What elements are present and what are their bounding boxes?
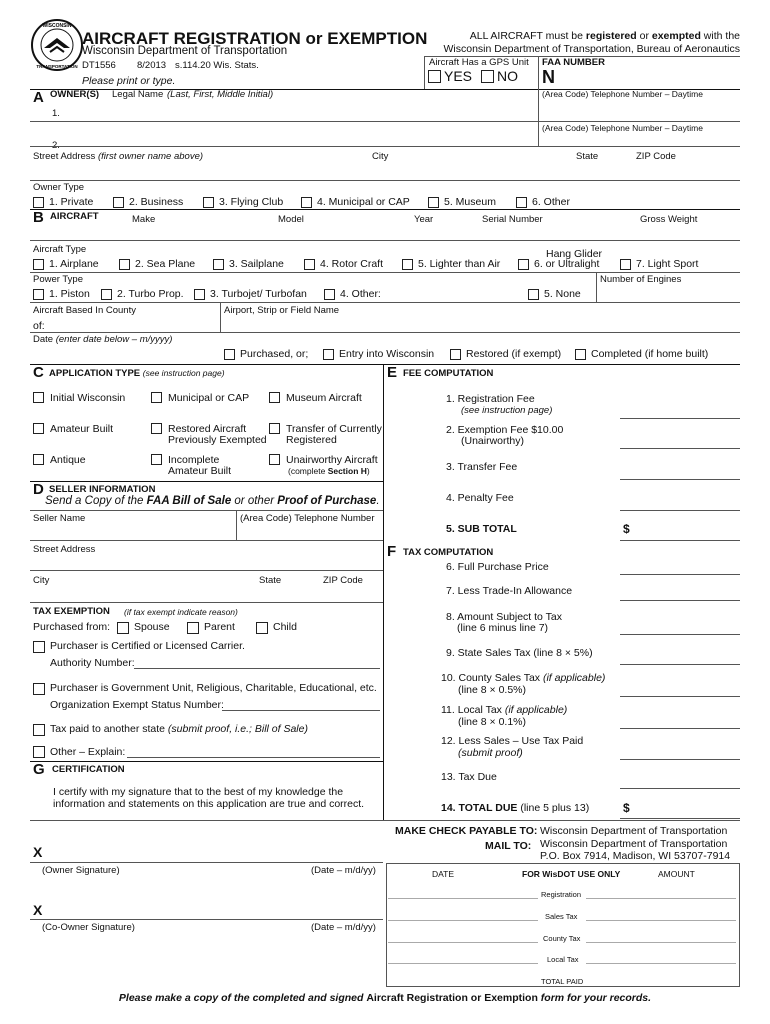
tax-line-13-field[interactable] bbox=[620, 788, 740, 789]
owner-line-1[interactable]: 1. bbox=[52, 108, 60, 119]
tax-total-dollar: $ bbox=[623, 801, 630, 815]
office-row-local-tax: Local Tax bbox=[547, 955, 579, 964]
other-explain-checkbox[interactable] bbox=[33, 746, 45, 758]
owner-city-label: City bbox=[372, 151, 389, 162]
power-other-checkbox[interactable] bbox=[324, 289, 335, 300]
power-type-label: Power Type bbox=[33, 274, 83, 285]
tax-exemption-hint: (if tax exempt indicate reason) bbox=[124, 607, 238, 617]
check-payable-value: Wisconsin Department of Transportation bbox=[540, 825, 728, 837]
owner-phone-label-1: (Area Code) Telephone Number – Daytime bbox=[542, 89, 703, 99]
aircraft-type-rotorcraft-checkbox[interactable] bbox=[304, 259, 315, 270]
owner-type-private: 1. Private bbox=[49, 196, 94, 208]
owner-date-label: (Date – m/d/yy) bbox=[311, 865, 376, 876]
parent-checkbox[interactable] bbox=[187, 622, 199, 634]
aircraft-weight-label: Gross Weight bbox=[640, 214, 698, 225]
tax-line-12-field[interactable] bbox=[620, 759, 740, 760]
form-date: 8/2013 bbox=[137, 60, 167, 71]
child-checkbox[interactable] bbox=[256, 622, 268, 634]
spouse-checkbox[interactable] bbox=[117, 622, 129, 634]
tax-line-8a: 8. Amount Subject to Tax bbox=[446, 611, 562, 623]
owner-type-business-checkbox[interactable] bbox=[113, 197, 124, 208]
power-none: 5. None bbox=[544, 288, 581, 300]
tax-line-13: 13. Tax Due bbox=[441, 771, 497, 783]
app-antique-checkbox[interactable] bbox=[33, 454, 44, 465]
carrier-label: Purchaser is Certified or Licensed Carrier. bbox=[50, 640, 245, 652]
airport-label: Airport, Strip or Field Name bbox=[224, 305, 340, 316]
app-museum-checkbox[interactable] bbox=[269, 392, 280, 403]
tax-line-11a: 11. Local Tax (if applicable) bbox=[441, 704, 568, 716]
date-entry-checkbox[interactable] bbox=[323, 349, 334, 360]
aircraft-type-seaplane-checkbox[interactable] bbox=[119, 259, 130, 270]
power-none-checkbox[interactable] bbox=[528, 289, 539, 300]
aircraft-serial-label: Serial Number bbox=[482, 214, 543, 225]
fee-subtotal: 5. SUB TOTAL bbox=[446, 523, 517, 535]
section-g-letter: G bbox=[33, 761, 45, 778]
owner-street-label: Street Address (first owner name above) bbox=[33, 151, 204, 162]
app-restored-2: Previously Exempted bbox=[168, 434, 267, 446]
owner-type-municipal: 4. Municipal or CAP bbox=[317, 196, 410, 208]
tax-line-6: 6. Full Purchase Price bbox=[446, 561, 549, 573]
county-of[interactable]: of: bbox=[33, 320, 45, 332]
government-checkbox[interactable] bbox=[33, 683, 45, 695]
office-row-total-paid: TOTAL PAID bbox=[541, 977, 584, 986]
owner-type-museum: 5. Museum bbox=[444, 196, 496, 208]
aircraft-type-ultralight: 6. or Ultralight bbox=[534, 258, 600, 270]
tax-line-10a: 10. County Sales Tax (if applicable) bbox=[441, 672, 606, 684]
tax-line-12a: 12. Less Sales – Use Tax Paid bbox=[441, 735, 584, 747]
child-label: Child bbox=[273, 621, 297, 633]
authority-field[interactable] bbox=[134, 668, 380, 669]
other-state-checkbox[interactable] bbox=[33, 724, 45, 736]
check-payable-label: MAKE CHECK PAYABLE TO: bbox=[395, 825, 538, 837]
app-municipal: Municipal or CAP bbox=[168, 392, 250, 404]
owner-type-flying-club-checkbox[interactable] bbox=[203, 197, 214, 208]
owner-type-other-checkbox[interactable] bbox=[516, 197, 527, 208]
certification-title: CERTIFICATION bbox=[52, 764, 125, 775]
owner-name-label: Legal Name bbox=[112, 89, 164, 100]
aircraft-date-label: Date (enter date below – m/yyyy) bbox=[33, 334, 173, 345]
fee-subtotal-field[interactable] bbox=[620, 540, 740, 541]
tax-line-14: 14. TOTAL DUE (line 5 plus 13) bbox=[441, 802, 590, 814]
aircraft-make-label: Make bbox=[132, 214, 156, 225]
section-e-letter: E bbox=[387, 364, 398, 381]
owner-name-hint: (Last, First, Middle Initial) bbox=[167, 89, 274, 100]
certification-text-1: I certify with my signature that to the best of my knowledge the bbox=[53, 786, 344, 798]
aircraft-type-ultralight-checkbox[interactable] bbox=[518, 259, 529, 270]
aircraft-type-label: Aircraft Type bbox=[33, 244, 87, 255]
power-turbojet-checkbox[interactable] bbox=[194, 289, 205, 300]
authority-label: Authority Number: bbox=[50, 657, 135, 669]
faa-number-label: FAA NUMBER bbox=[542, 57, 605, 68]
app-amateur-checkbox[interactable] bbox=[33, 423, 44, 434]
section-a-letter: A bbox=[33, 89, 44, 106]
aircraft-year-label: Year bbox=[414, 214, 434, 225]
tax-line-7-field[interactable] bbox=[620, 600, 740, 601]
aircraft-type-seaplane: 2. Sea Plane bbox=[135, 258, 196, 270]
tax-line-6-field[interactable] bbox=[620, 574, 740, 575]
other-state-label: Tax paid to another state (submit proof, i.e.; Bill of Sale) bbox=[50, 723, 308, 735]
parent-label: Parent bbox=[204, 621, 235, 633]
office-row-registration: Registration bbox=[541, 890, 582, 899]
seller-phone-label: (Area Code) Telephone Number bbox=[240, 513, 375, 524]
tax-line-8b: (line 6 minus line 7) bbox=[457, 622, 549, 634]
purchased-from-label: Purchased from: bbox=[33, 621, 111, 633]
statute: s.114.20 Wis. Stats. bbox=[175, 60, 259, 71]
owner-title: OWNER(S) bbox=[50, 89, 100, 100]
app-incomplete-checkbox[interactable] bbox=[151, 454, 162, 465]
gps-yes-checkbox[interactable] bbox=[428, 70, 441, 83]
app-unairworthy-checkbox[interactable] bbox=[269, 454, 280, 465]
date-completed: Completed (if home built) bbox=[591, 348, 709, 360]
notice-line-1: ALL AIRCRAFT must be registered or exempted with the bbox=[469, 30, 740, 42]
fee-penalty: 4. Penalty Fee bbox=[446, 492, 514, 504]
owner-signature-label: (Owner Signature) bbox=[42, 865, 120, 876]
fee-penalty-field[interactable] bbox=[620, 510, 740, 511]
aircraft-type-lighter: 5. Lighter than Air bbox=[418, 258, 501, 270]
tax-line-11b: (line 8 × 0.1%) bbox=[458, 716, 526, 728]
date-purchased: Purchased, or; bbox=[240, 348, 309, 360]
aircraft-title: AIRCRAFT bbox=[50, 211, 99, 222]
certification-text-2: information and statements on this application are true and correct. bbox=[53, 798, 365, 810]
fee-subtotal-dollar: $ bbox=[623, 522, 630, 536]
tax-line-9-field[interactable] bbox=[620, 664, 740, 665]
seller-title: SELLER INFORMATION bbox=[49, 484, 156, 495]
power-turboprop-checkbox[interactable] bbox=[101, 289, 112, 300]
fee-transfer: 3. Transfer Fee bbox=[446, 461, 518, 473]
county-label: Aircraft Based In County bbox=[33, 305, 136, 316]
gps-label: Aircraft Has a GPS Unit bbox=[429, 57, 529, 68]
government-label: Purchaser is Government Unit, Religious, Charitable, Educational, etc. bbox=[50, 682, 377, 694]
owner-zip-label: ZIP Code bbox=[636, 151, 676, 162]
seller-city-label: City bbox=[33, 575, 50, 586]
tax-total-field[interactable] bbox=[620, 818, 740, 819]
tax-line-10-field[interactable] bbox=[620, 696, 740, 697]
section-f-letter: F bbox=[387, 543, 397, 560]
print-note: Please print or type. bbox=[82, 75, 176, 87]
dot-seal bbox=[30, 18, 84, 72]
owner-type-museum-checkbox[interactable] bbox=[428, 197, 439, 208]
seller-zip-label: ZIP Code bbox=[323, 575, 363, 586]
co-owner-signature-label: (Co-Owner Signature) bbox=[42, 922, 135, 933]
aircraft-type-lighter-checkbox[interactable] bbox=[402, 259, 413, 270]
co-owner-signature-x: X bbox=[33, 902, 43, 918]
gps-no-label: NO bbox=[497, 68, 518, 84]
aircraft-type-airplane-checkbox[interactable] bbox=[33, 259, 44, 270]
power-turboprop: 2. Turbo Prop. bbox=[117, 288, 184, 300]
tax-line-7: 7. Less Trade-In Allowance bbox=[446, 585, 573, 597]
fee-registration-hint: (see instruction page) bbox=[461, 405, 553, 416]
fee-exemption-hint: (Unairworthy) bbox=[461, 435, 525, 447]
co-owner-signature-field[interactable] bbox=[30, 919, 383, 920]
fee-registration-field[interactable] bbox=[620, 418, 740, 419]
dept-name: Wisconsin Department of Transportation bbox=[82, 45, 288, 57]
app-initial-checkbox[interactable] bbox=[33, 392, 44, 403]
power-piston-checkbox[interactable] bbox=[33, 289, 44, 300]
fee-exemption-field[interactable] bbox=[620, 448, 740, 449]
seller-street-label: Street Address bbox=[33, 544, 96, 555]
app-antique: Antique bbox=[50, 454, 86, 466]
owner-phone-label-2: (Area Code) Telephone Number – Daytime bbox=[542, 123, 703, 133]
date-restored: Restored (if exempt) bbox=[466, 348, 562, 360]
date-restored-checkbox[interactable] bbox=[450, 349, 461, 360]
notice-line-2: Wisconsin Department of Transportation, Bureau of Aeronautics bbox=[443, 43, 740, 55]
engines-label: Number of Engines bbox=[600, 274, 682, 285]
app-amateur: Amateur Built bbox=[50, 423, 114, 435]
owner-signature-field[interactable] bbox=[30, 862, 383, 863]
office-use-box bbox=[386, 863, 740, 987]
owner-type-private-checkbox[interactable] bbox=[33, 197, 44, 208]
footer-note: Please make a copy of the completed and signed Aircraft Registration or Exemption form for your records. bbox=[118, 992, 652, 1004]
section-b-letter: B bbox=[33, 209, 44, 226]
app-incomplete-1: Incomplete bbox=[168, 454, 220, 466]
owner-state-label: State bbox=[576, 151, 599, 162]
app-museum: Museum Aircraft bbox=[286, 392, 362, 404]
app-restored-checkbox[interactable] bbox=[151, 423, 162, 434]
date-purchased-checkbox[interactable] bbox=[224, 349, 235, 360]
owner-type-business: 2. Business bbox=[129, 196, 184, 208]
owner-type-other: 6. Other bbox=[532, 196, 570, 208]
app-transfer-2: Registered bbox=[286, 434, 337, 446]
tax-line-8-field[interactable] bbox=[620, 634, 740, 635]
seller-name-label: Seller Name bbox=[33, 513, 86, 524]
office-row-sales-tax: Sales Tax bbox=[545, 912, 578, 921]
hang-glider-label: Hang Glider bbox=[546, 248, 603, 260]
spouse-label: Spouse bbox=[134, 621, 170, 633]
power-piston: 1. Piston bbox=[49, 288, 90, 300]
owner-type-flying-club: 3. Flying Club bbox=[219, 196, 284, 208]
other-explain-field[interactable] bbox=[127, 757, 380, 758]
svg-text:TRANSPORTATION: TRANSPORTATION bbox=[36, 64, 78, 69]
tax-line-9: 9. State Sales Tax (line 8 × 5%) bbox=[446, 647, 593, 659]
mail-to-2: P.O. Box 7914, Madison, WI 53707-7914 bbox=[540, 850, 731, 862]
app-unairworthy-1: Unairworthy Aircraft bbox=[286, 454, 378, 466]
app-restored-1: Restored Aircraft bbox=[168, 423, 247, 435]
mail-to-1: Wisconsin Department of Transportation bbox=[540, 838, 728, 850]
tax-title: TAX COMPUTATION bbox=[403, 547, 494, 558]
carrier-checkbox[interactable] bbox=[33, 641, 45, 653]
power-turbojet: 3. Turbojet/ Turbofan bbox=[210, 288, 307, 300]
aircraft-type-airplane: 1. Airplane bbox=[49, 258, 99, 270]
power-other: 4. Other: bbox=[340, 288, 381, 300]
form-title: AIRCRAFT REGISTRATION or EXEMPTION bbox=[82, 29, 428, 48]
application-title: APPLICATION TYPE (see instruction page) bbox=[49, 368, 225, 379]
co-owner-date-label: (Date – m/d/yy) bbox=[311, 922, 376, 933]
aircraft-model-label: Model bbox=[278, 214, 304, 225]
app-municipal-checkbox[interactable] bbox=[151, 392, 162, 403]
aircraft-type-rotorcraft: 4. Rotor Craft bbox=[320, 258, 384, 270]
other-explain-label: Other – Explain: bbox=[50, 746, 126, 758]
svg-text:WISCONSIN: WISCONSIN bbox=[42, 23, 72, 29]
aircraft-type-lightsport-checkbox[interactable] bbox=[620, 259, 631, 270]
office-date-label: DATE bbox=[432, 869, 455, 879]
tax-line-12b: (submit proof) bbox=[458, 747, 523, 759]
section-d-letter: D bbox=[33, 481, 44, 498]
owner-line-2[interactable]: 2. bbox=[52, 140, 60, 151]
owner-type-municipal-checkbox[interactable] bbox=[301, 197, 312, 208]
tax-exemption-title: TAX EXEMPTION bbox=[33, 606, 110, 617]
app-transfer-1: Transfer of Currently bbox=[286, 423, 382, 435]
gps-yes-label: YES bbox=[444, 68, 473, 84]
seller-send-copy: Send a Copy of the FAA Bill of Sale or other Proof of Purchase. bbox=[45, 495, 380, 507]
gps-no-checkbox[interactable] bbox=[481, 70, 494, 83]
tax-line-11-field[interactable] bbox=[620, 728, 740, 729]
aircraft-type-sailplane: 3. Sailplane bbox=[229, 258, 284, 270]
section-c-letter: C bbox=[33, 364, 44, 381]
tax-line-10b: (line 8 × 0.5%) bbox=[458, 684, 526, 696]
seller-state-label: State bbox=[259, 575, 282, 586]
mail-to-label: MAIL TO: bbox=[485, 840, 532, 852]
office-use-only-label: FOR WisDOT USE ONLY bbox=[522, 869, 621, 879]
app-transfer-checkbox[interactable] bbox=[269, 423, 280, 434]
fee-registration: 1. Registration Fee bbox=[446, 393, 535, 405]
faa-prefix[interactable]: N bbox=[542, 67, 555, 87]
app-initial: Initial Wisconsin bbox=[50, 392, 126, 404]
form-number: DT1556 bbox=[82, 60, 116, 71]
office-row-county-tax: County Tax bbox=[543, 934, 581, 943]
app-unairworthy-2: (complete Section H) bbox=[288, 466, 370, 476]
aircraft-type-lightsport: 7. Light Sport bbox=[636, 258, 699, 270]
fee-exemption: 2. Exemption Fee $10.00 bbox=[446, 424, 564, 436]
owner-type-label: Owner Type bbox=[33, 182, 85, 193]
owner-signature-x: X bbox=[33, 844, 43, 860]
office-amount-label: AMOUNT bbox=[658, 869, 695, 879]
org-status-label: Organization Exempt Status Number: bbox=[50, 699, 224, 711]
fee-title: FEE COMPUTATION bbox=[403, 368, 494, 379]
app-incomplete-2: Amateur Built bbox=[168, 465, 232, 477]
aircraft-type-sailplane-checkbox[interactable] bbox=[213, 259, 224, 270]
org-status-field[interactable] bbox=[222, 710, 380, 711]
date-completed-checkbox[interactable] bbox=[575, 349, 586, 360]
fee-transfer-field[interactable] bbox=[620, 479, 740, 480]
date-entry: Entry into Wisconsin bbox=[339, 348, 435, 360]
